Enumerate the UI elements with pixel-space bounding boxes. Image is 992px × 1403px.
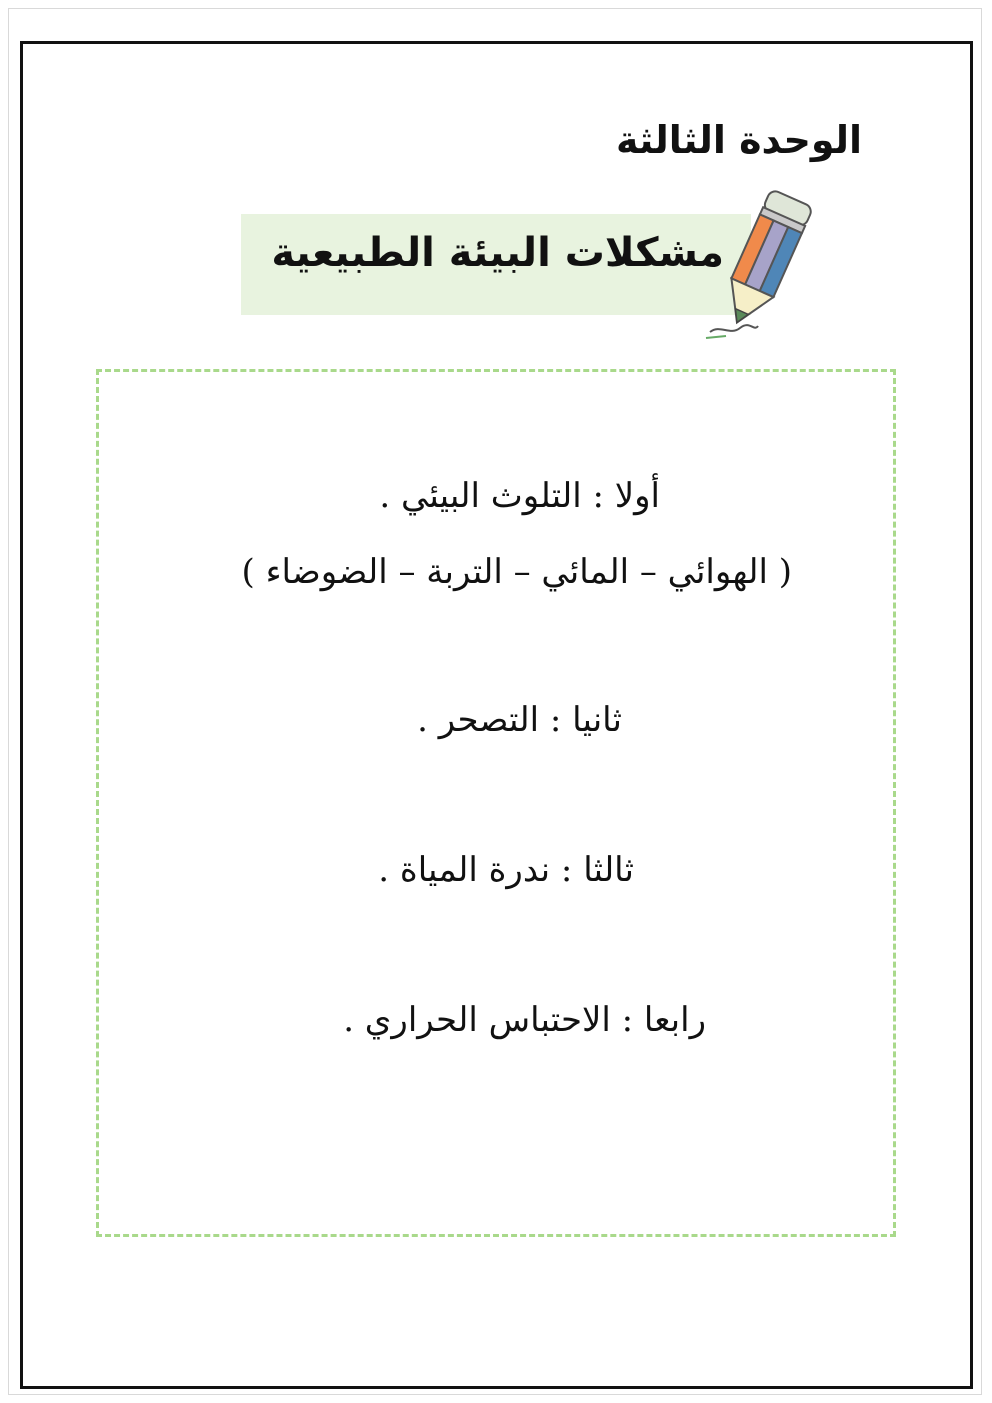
list-item-1-sub: ( الهوائي – المائي – التربة – الضوضاء ): [241, 552, 792, 592]
list-item-1: أولا : التلوث البيئي .: [379, 476, 660, 516]
unit-title: الوحدة الثالثة: [615, 118, 862, 162]
list-item-2: ثانيا : التصحر .: [417, 700, 622, 740]
list-item-4: رابعا : الاحتباس الحراري .: [343, 1000, 706, 1040]
list-item-3: ثالثا : ندرة المياة .: [378, 850, 634, 890]
lesson-title: مشكلات البيئة الطبيعية: [271, 230, 724, 276]
pencil-icon: [696, 186, 830, 342]
